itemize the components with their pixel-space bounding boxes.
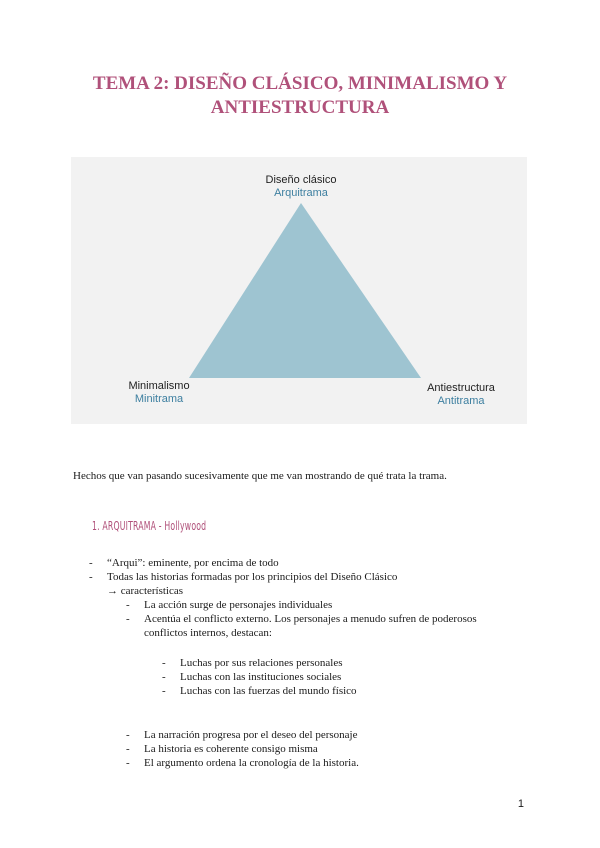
list-item-text: Acentúa el conflicto externo. Los personajes a menudo sufren de poderosos: [144, 613, 477, 625]
list-item: [162, 656, 343, 670]
page-number: 1: [517, 798, 524, 810]
list-item: [126, 756, 359, 770]
list-item: [126, 728, 358, 742]
arquitrama-label: Arquitrama: [274, 187, 328, 199]
list-item-text: La narración progresa por el deseo del personaje: [144, 729, 358, 741]
vertex-top-label: [251, 174, 351, 200]
intro-paragraph: Hechos que van pasando sucesivamente que me van mostrando de qué trata la trama.: [73, 470, 447, 482]
list-item: [89, 556, 279, 570]
vertex-right-label: [416, 382, 506, 408]
list-item-text: El argumento ordena la cronología de la historia.: [144, 757, 359, 769]
bullet-dash: -: [126, 757, 130, 769]
bullet-dash: -: [89, 571, 93, 583]
title-line-2: ANTIESTRUCTURA: [210, 97, 390, 118]
antitrama-label: Antitrama: [437, 395, 485, 407]
story-triangle-diagram: [71, 157, 527, 424]
triangle-shape: [189, 203, 421, 378]
list-item-text: La historia es coherente consigo misma: [144, 743, 318, 755]
bullet-dash: -: [89, 557, 93, 569]
vertex-left-label: [119, 380, 199, 406]
minitrama-label: Minitrama: [134, 393, 184, 405]
bullet-dash: -: [162, 657, 166, 669]
bullet-dash: -: [162, 671, 166, 683]
diseno-clasico-label: Diseño clásico: [265, 174, 337, 186]
list-item-continuation: conflictos internos, destacan:: [144, 627, 272, 639]
list-item: [162, 684, 357, 698]
list-item-text: La acción surge de personajes individuales: [144, 599, 333, 611]
list-item-text: Todas las historias formadas por los principios del Diseño Clásico: [107, 571, 398, 583]
minimalismo-label: Minimalismo: [128, 380, 190, 392]
list-item: [126, 598, 333, 612]
bullet-dash: -: [126, 743, 130, 755]
list-item: [126, 742, 318, 756]
antiestructura-label: Antiestructura: [427, 382, 495, 394]
list-item-text: Luchas con las instituciones sociales: [180, 671, 342, 683]
list-item-text: Luchas por sus relaciones personales: [180, 657, 343, 669]
list-item-continuation: → características: [107, 585, 184, 597]
bullet-dash: -: [162, 685, 166, 697]
list-item: [89, 570, 398, 584]
page-title: [60, 72, 540, 120]
list-item-text: Luchas con las fuerzas del mundo físico: [180, 685, 357, 697]
section-heading: 1. ARQUITRAMA - Hollywood: [92, 518, 207, 533]
bullet-dash: -: [126, 599, 130, 611]
bullet-dash: -: [126, 613, 130, 625]
title-line-1: TEMA 2: DISEÑO CLÁSICO, MINIMALISMO Y: [92, 73, 508, 94]
bullet-dash: -: [126, 729, 130, 741]
list-item: [162, 670, 342, 684]
list-item: [126, 612, 477, 626]
list-item-text: “Arqui”: eminente, por encima de todo: [107, 557, 279, 569]
